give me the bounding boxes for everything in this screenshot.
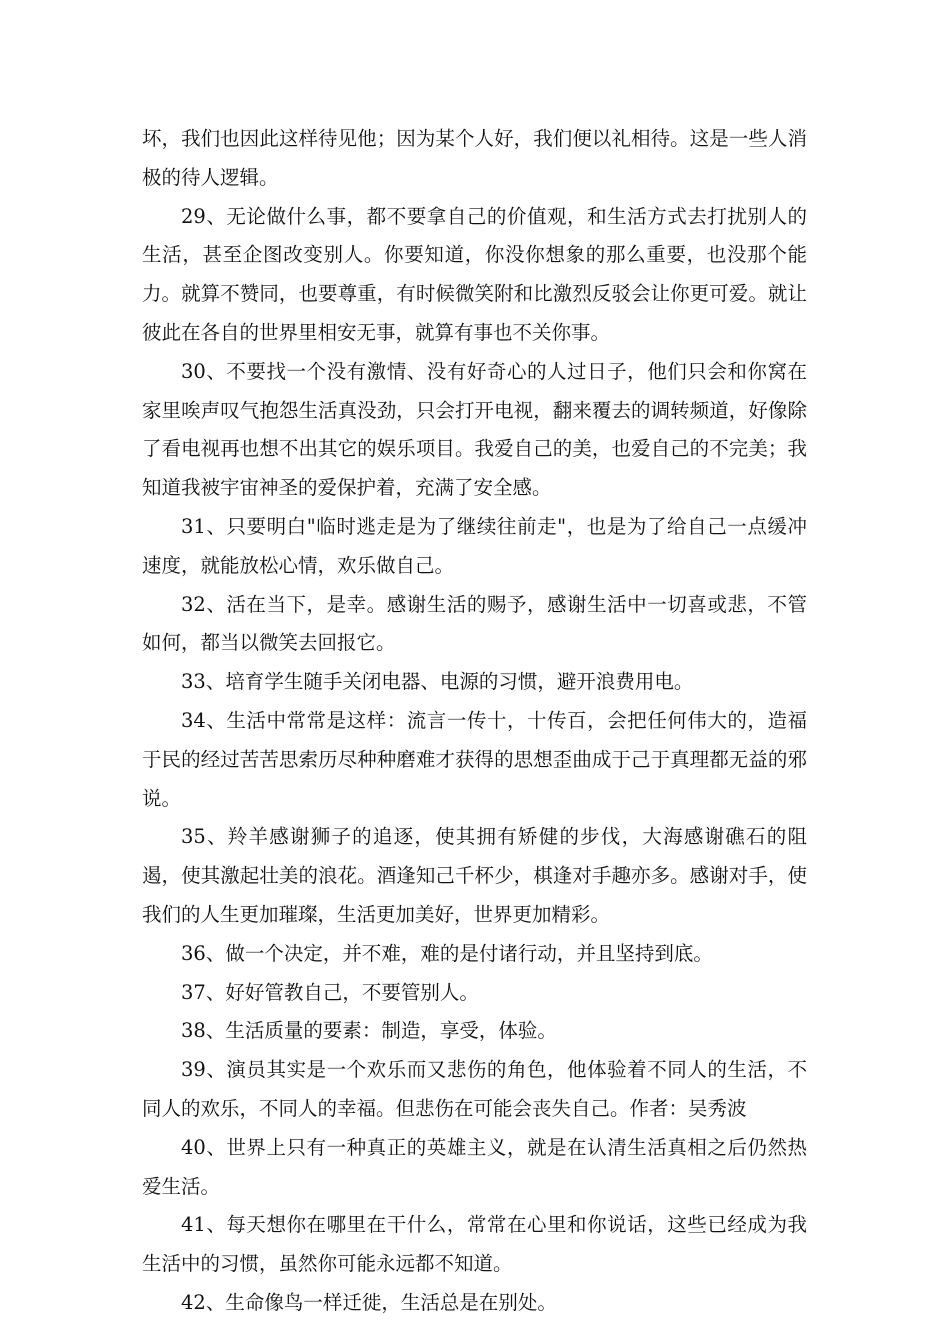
- paragraph-34: 34、生活中常常是这样：流言一传十，十传百，会把任何伟大的，造福于民的经过苦苦思索历尽种种磨难才获得的思想歪曲成于己于真理都无益的邪说。: [142, 708, 807, 810]
- paragraph-38: 38、生活质量的要素：制造，享受，体验。: [181, 1019, 557, 1043]
- paragraph-42: 42、生命像鸟一样迁徙，生活总是在别处。: [181, 1290, 557, 1314]
- paragraph-30: 30、不要找一个没有激情、没有好奇心的人过日子，他们只会和你窝在家里唉声叹气抱怨生活真没劲，只会打开电视，翻来覆去的调转频道，好像除了看电视再也想不出其它的娱乐项目。我爱自己的美，也爱自己的不完美；我知道我被宇宙神圣的爱保护着，充满了安全感。: [142, 359, 807, 500]
- document-body: [142, 120, 807, 1323]
- paragraph-33: 33、培育学生随手关闭电器、电源的习惯，避开浪费用电。: [181, 670, 694, 694]
- paragraph-29: 29、无论做什么事，都不要拿自己的价值观，和生活方式去打扰别人的生活，甚至企图改变别人。你要知道，你没你想象的那么重要，也没那个能力。就算不赞同，也要尊重，有时候微笑附和比激烈反驳会让你更可爱。就让彼此在各自的世界里相安无事，就算有事也不关你事。: [142, 204, 807, 344]
- paragraph-31: 31、只要明白"临时逃走是为了继续往前走"，也是为了给自己一点缓冲速度，就能放松心情，欢乐做自己。: [142, 514, 807, 577]
- paragraph-32: 32、活在当下，是幸。感谢生活的赐予，感谢生活中一切喜或悲，不管如何，都当以微笑去回报它。: [142, 592, 807, 655]
- paragraph-continuation: 坏，我们也因此这样待见他；因为某个人好，我们便以礼相待。这是一些人消极的待人逻辑。: [142, 127, 807, 189]
- paragraph-36: 36、做一个决定，并不难，难的是付诸行动，并且坚持到底。: [181, 941, 713, 965]
- paragraph-37: 37、好好管教自己，不要管别人。: [181, 980, 479, 1004]
- paragraph-39: 39、演员其实是一个欢乐而又悲伤的角色，他体验着不同人的生活，不同人的欢乐，不同人的幸福。但悲伤在可能会丧失自己。作者：吴秀波: [142, 1058, 807, 1120]
- paragraph-40: 40、世界上只有一种真正的英雄主义，就是在认清生活真相之后仍然热爱生活。: [142, 1135, 807, 1198]
- paragraph-35: 35、羚羊感谢狮子的追逐，使其拥有矫健的步伐，大海感谢礁石的阻遏，使其激起壮美的浪花。酒逢知己千杯少，棋逢对手趣亦多。感谢对手，使我们的人生更加璀璨，生活更加美好，世界更加精彩。: [142, 825, 807, 926]
- paragraph-41: 41、每天想你在哪里在干什么，常常在心里和你说话，这些已经成为我生活中的习惯，虽然你可能永远都不知道。: [142, 1213, 807, 1276]
